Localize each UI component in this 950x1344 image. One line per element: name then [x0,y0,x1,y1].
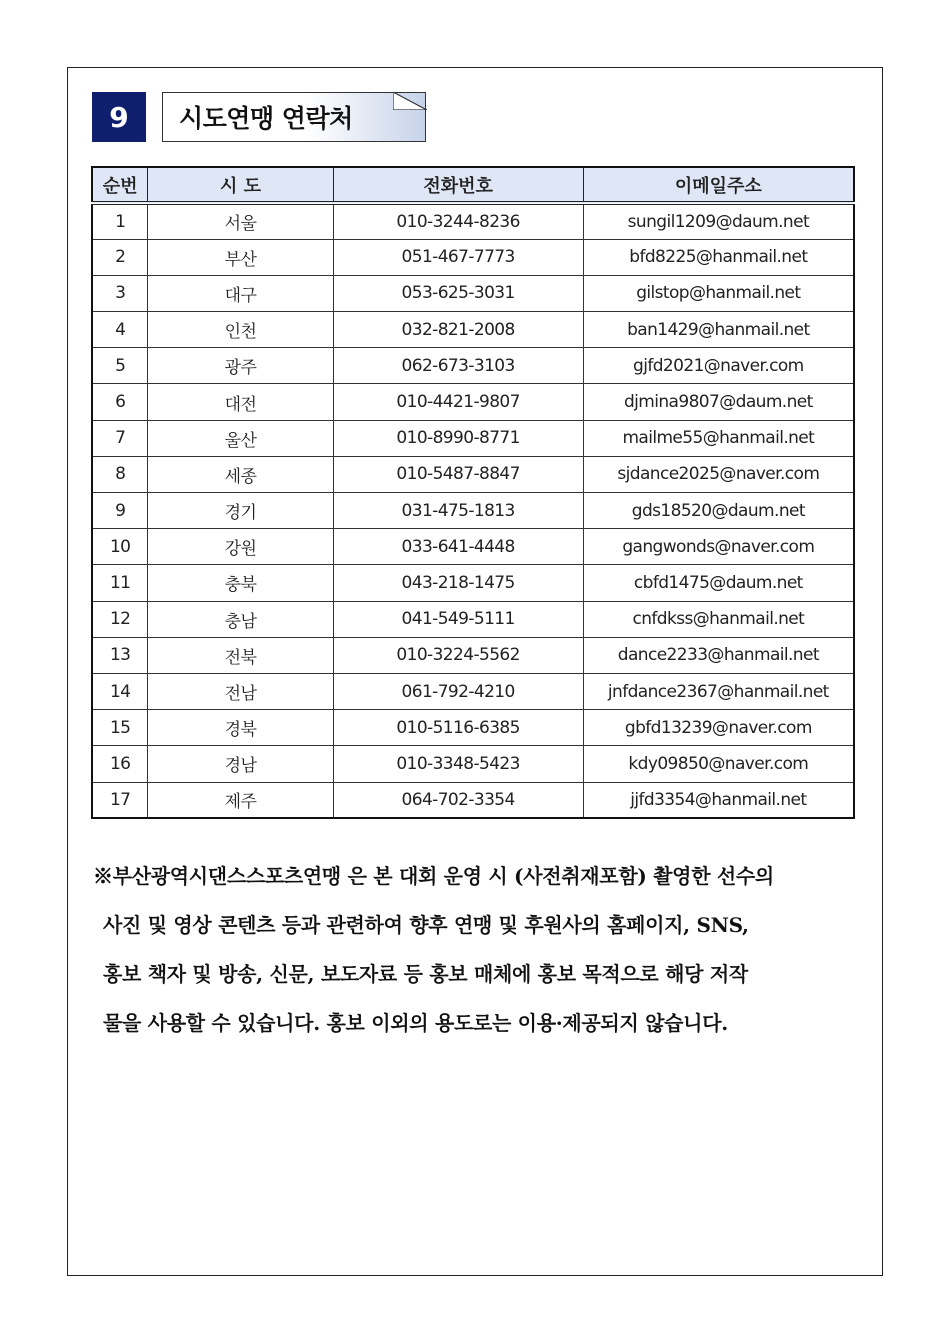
table-row [92,348,854,384]
notice-paragraph [93,852,863,1048]
cell-phone: 032-821-2008 [333,312,583,348]
header-region: 시 도 [148,167,333,203]
cell-region: 울산 [148,420,333,456]
cell-no: 9 [92,493,148,529]
notice-line: 홍보 책자 및 방송, 신문, 보도자료 등 홍보 매체에 홍보 목적으로 해당 저작 [103,962,748,986]
cell-region: 충북 [148,565,333,601]
cell-no: 3 [92,275,148,311]
folded-corner-icon [393,92,427,110]
cell-email: jnfdance2367@hanmail.net [583,673,854,709]
cell-no: 4 [92,312,148,348]
table-row [92,203,854,239]
cell-phone: 010-3348-5423 [333,746,583,782]
table-row [92,637,854,673]
cell-email: mailme55@hanmail.net [583,420,854,456]
cell-no: 12 [92,601,148,637]
cell-phone: 031-475-1813 [333,493,583,529]
cell-no: 11 [92,565,148,601]
cell-no: 16 [92,746,148,782]
cell-region: 서울 [148,203,333,239]
cell-region: 충남 [148,601,333,637]
table-row [92,384,854,420]
cell-phone: 064-702-3354 [333,782,583,818]
cell-no: 13 [92,637,148,673]
cell-no: 6 [92,384,148,420]
table-row [92,601,854,637]
table-row [92,420,854,456]
table-header-row [92,167,854,203]
table-row [92,312,854,348]
cell-phone: 041-549-5111 [333,601,583,637]
cell-email: dance2233@hanmail.net [583,637,854,673]
cell-email: sjdance2025@naver.com [583,456,854,492]
table-row [92,275,854,311]
cell-region: 제주 [148,782,333,818]
cell-email: gds18520@daum.net [583,493,854,529]
cell-phone: 010-3224-5562 [333,637,583,673]
cell-email: ban1429@hanmail.net [583,312,854,348]
cell-email: gjfd2021@naver.com [583,348,854,384]
cell-email: jjfd3354@hanmail.net [583,782,854,818]
cell-region: 세종 [148,456,333,492]
notice-line: ※부산광역시댄스스포츠연맹 은 본 대회 운영 시 (사전취재포함) 촬영한 선수의 [93,864,774,888]
table-row [92,239,854,275]
cell-phone: 010-4421-9807 [333,384,583,420]
table-row [92,529,854,565]
cell-region: 전남 [148,673,333,709]
cell-email: djmina9807@daum.net [583,384,854,420]
cell-phone: 010-3244-8236 [333,203,583,239]
cell-email: cnfdkss@hanmail.net [583,601,854,637]
cell-email: gilstop@hanmail.net [583,275,854,311]
cell-region: 강원 [148,529,333,565]
table-body [92,203,854,818]
header-phone: 전화번호 [333,167,583,203]
cell-no: 8 [92,456,148,492]
cell-region: 부산 [148,239,333,275]
cell-email: kdy09850@naver.com [583,746,854,782]
section-number-badge: 9 [92,92,146,142]
cell-phone: 033-641-4448 [333,529,583,565]
table-row [92,746,854,782]
cell-no: 5 [92,348,148,384]
cell-region: 전북 [148,637,333,673]
cell-region: 인천 [148,312,333,348]
table-row [92,673,854,709]
cell-email: bfd8225@hanmail.net [583,239,854,275]
cell-no: 10 [92,529,148,565]
cell-email: gangwonds@naver.com [583,529,854,565]
cell-phone: 010-5487-8847 [333,456,583,492]
cell-phone: 010-5116-6385 [333,710,583,746]
cell-no: 1 [92,203,148,239]
cell-region: 대구 [148,275,333,311]
notice-line: 사진 및 영상 콘텐츠 등과 관련하여 향후 연맹 및 후원사의 홈페이지, SNS, [103,913,749,937]
cell-phone: 043-218-1475 [333,565,583,601]
cell-no: 17 [92,782,148,818]
cell-email: cbfd1475@daum.net [583,565,854,601]
cell-region: 광주 [148,348,333,384]
cell-phone: 010-8990-8771 [333,420,583,456]
header-no: 순번 [92,167,148,203]
table-row [92,710,854,746]
cell-region: 경북 [148,710,333,746]
header-email: 이메일주소 [583,167,854,203]
cell-no: 2 [92,239,148,275]
table-row [92,782,854,818]
notice-line: 물을 사용할 수 있습니다. 홍보 이외의 용도로는 이용·제공되지 않습니다. [103,1011,728,1035]
cell-region: 경기 [148,493,333,529]
table-row [92,493,854,529]
table-row [92,456,854,492]
cell-no: 7 [92,420,148,456]
cell-phone: 062-673-3103 [333,348,583,384]
cell-phone: 051-467-7773 [333,239,583,275]
cell-email: sungil1209@daum.net [583,203,854,239]
cell-phone: 061-792-4210 [333,673,583,709]
cell-email: gbfd13239@naver.com [583,710,854,746]
cell-no: 14 [92,673,148,709]
cell-phone: 053-625-3031 [333,275,583,311]
cell-region: 대전 [148,384,333,420]
contacts-table [91,166,855,819]
cell-no: 15 [92,710,148,746]
section-title: 시도연맹 연락처 [162,92,426,142]
cell-region: 경남 [148,746,333,782]
table-row [92,565,854,601]
